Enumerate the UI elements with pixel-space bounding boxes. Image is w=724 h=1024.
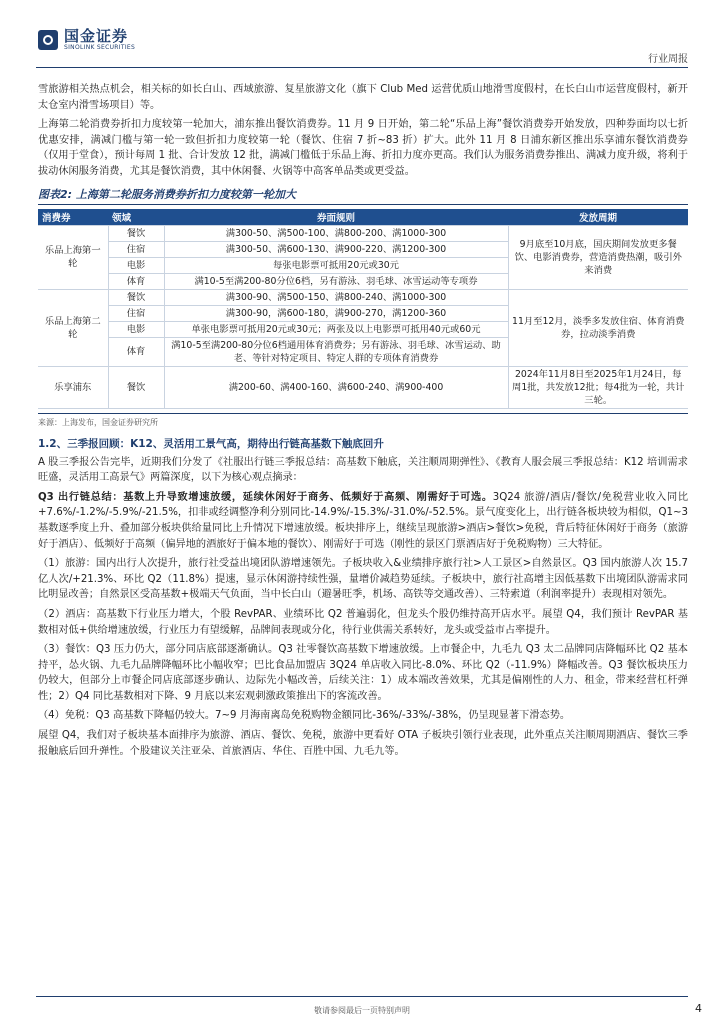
- intro-paragraph-1: 雪旅游相关热点机会，相关标的如长白山、西域旅游、复星旅游文化（旗下 Club Med 运营优质山地滑雪度假村，在长白山市运营度假村，新开太仓室内滑雪场项目）等。: [38, 84, 688, 111]
- rule-cell: 满10-5至满200-80分位6档，另有游泳、羽毛球、冰雪运动等专项券: [164, 273, 508, 289]
- section-paragraph-4: （2）酒店：高基数下行业压力增大，个股 RevPAR、业绩环比 Q2 普遍弱化，但龙头个股仍维持高开店水平。展望 Q4，我们预计 RevPAR 基数相对低+供给增速放缓，行业压力有望缓解，品牌间表现或分化，待行业供需关系转好，龙头或受益市占率提升。: [38, 608, 688, 636]
- rule-cell: 单张电影票可抵用20元或30元；两张及以上电影票可抵用40元或60元: [164, 321, 508, 337]
- rule-cell: 满10-5至满200-80分位6档通用体育消费券；另有游泳、羽毛球、冰雪运动、助老、等针对特定项目、特定人群的专项体育消费券: [164, 337, 508, 366]
- domain-cell: 体育: [108, 337, 164, 366]
- rule-cell: 满300-50、满500-100、满800-200、满1000-300: [164, 225, 508, 241]
- figure-source: 来源：上海发布，国金证券研究所: [38, 413, 688, 428]
- page-number: 4: [695, 1002, 702, 1015]
- company-logo: [38, 28, 135, 52]
- header-divider: [36, 67, 688, 68]
- rule-cell: 满300-90，满600-180，满900-270，满1200-360: [164, 305, 508, 321]
- section-paragraph-1: A 股三季报公告完毕，近期我们分发了《社服出行链三季报总结：高基数下触底，关注顺周期弹性》、《教育人服会展三季报总结：K12 培训需求旺盛，灵活用工高景气》两篇深度，以下为核心观点摘录：: [38, 456, 688, 484]
- domain-cell: 住宿: [108, 305, 164, 321]
- domain-cell: 电影: [108, 321, 164, 337]
- coupon-table: [38, 209, 688, 409]
- domain-cell: 餐饮: [108, 225, 164, 241]
- col-header-rule: 券面规则: [164, 209, 508, 226]
- col-header-domain: 领域: [108, 209, 164, 226]
- period-cell: 11月至12月，淡季多发放住宿、体育消费券，拉动淡季消费: [508, 289, 688, 366]
- figure-title: 图表2: 上海第二轮服务消费券折扣力度较第一轮加大: [38, 186, 688, 205]
- round-name: 乐品上海第二轮: [38, 289, 108, 366]
- section-paragraph-6: （4）免税：Q3 高基数下降幅仍较大。7~9 月海南离岛免税购物金额同比-36%/-33%/-38%，仍呈现显著下滑态势。: [38, 710, 571, 722]
- col-header-coupon: 消费券: [38, 209, 108, 226]
- section-paragraph-5: （3）餐饮：Q3 压力仍大，部分同店底部逐渐确认。Q3 社零餐饮高基数下增速放缓。上市餐企中，九毛九 Q3 太二品牌同店降幅环比 Q2 基本持平，怂火锅、九毛九品牌降幅环比小幅收窄；巴比食品加盟店 3Q24 单店收入同比-8.0%、环比 Q2（-11.9%）降幅改善。Q3 餐饮板块压力仍较大，但部分上市餐企同店底部逐步确认、边际先小幅改善，后续关注：1）成本端改善效果，尤其是偏刚性的人力、租金，带来经营杠杆弹性；2）Q4 同比基数相对下降、9 月底以来宏观刺激政策推出下的客流改善。: [38, 644, 688, 702]
- table-row: [38, 366, 688, 408]
- col-header-period: 发放周期: [508, 209, 688, 226]
- footer-disclaimer: 敬请参阅最后一页特别声明: [314, 1006, 410, 1015]
- intro-paragraph-2: 上海第二轮消费券折扣力度较第一轮加大，浦东推出餐饮消费券。11 月 9 日开始，第二轮“乐品上海”餐饮消费券开始发放，四种券面均以七折优惠安排，满减门槛与第一轮一致但折扣力度较第一轮（餐饮、住宿 7 折~83 折）扩大。此外 11 月 8 日浦东新区推出乐享浦东餐饮消费券（仅用于堂食），预计每周 1 批、合计发放 12 批，满减门槛低于乐品上海、折扣力度亦更高。我们认为服务消费券推出、满减力度升级，将利于拔动休闲服务消费，尤其是餐饮消费，其中休闲餐、火锅等中高客单品类或更受益。: [38, 119, 688, 177]
- period-cell: 9月底至10月底，国庆期间发放更多餐饮、电影消费券，营造消费热潮，吸引外来消费: [508, 225, 688, 289]
- table-row: [38, 289, 688, 305]
- round-name: 乐品上海第一轮: [38, 225, 108, 289]
- rule-cell: 满300-50、满600-130、满900-220、满1200-300: [164, 241, 508, 257]
- report-type: 行业周报: [648, 54, 688, 65]
- section-paragraph-7: 展望 Q4，我们对子板块基本面排序为旅游、酒店、餐饮、免税，旅游中更看好 OTA 子板块引领行业表现，此外重点关注顺周期酒店、餐饮三季报触底后回升弹性。个股建议关注亚朵、首旅酒店、华住、百胜中国、九毛九等。: [38, 730, 688, 757]
- paragraph-lead: Q3 出行链总结：基数上升导致增速放缓，延续休闲好于商务、低频好于高频、刚需好于可选。: [38, 491, 493, 503]
- logo-icon: [38, 30, 58, 50]
- page-content: [38, 82, 688, 763]
- domain-cell: 电影: [108, 257, 164, 273]
- section-paragraph-2: [38, 490, 688, 552]
- logo-name-cn: 国金证券: [64, 27, 129, 45]
- section-title: 1.2、三季报回顾：K12、灵活用工景气高，期待出行链高基数下触底回升: [38, 437, 384, 450]
- period-cell: 2024年11月8日至2025年1月24日，每周1批，共发放12批；每4批为一轮，共计三轮。: [508, 366, 688, 408]
- paragraph-body: 3Q24 旅游/酒店/餐饮/免税营业收入同比+7.6%/-1.2%/-5.9%/-21.5%，扣非或经调整净利分别同比-14.9%/-15.3%/-31.0%/-52.5%。景气度变化上，出行链各板块较为相似，Q1~3 基数逐季度上升、叠加部分板块供给量同比上升情况下增速放缓。板块排序上，继续呈现旅游>酒店>餐饮>免税，背后特征休闲好于商务（旅游好于酒店）、低频好于高频（偏异地的酒旅好于偏本地的餐饮）、刚需好于可选（刚性的景区门票酒店好于免税购物）三大特征。: [38, 491, 689, 550]
- table-row: [38, 225, 688, 241]
- page-header: [0, 0, 724, 70]
- domain-cell: 体育: [108, 273, 164, 289]
- logo-name-en: SINOLINK SECURITIES: [64, 44, 136, 51]
- domain-cell: 住宿: [108, 241, 164, 257]
- domain-cell: 餐饮: [108, 289, 164, 305]
- section-paragraph-3: （1）旅游：国内出行人次提升，旅行社受益出境团队游增速领先。子板块收入&业绩排序旅行社>人工景区>自然景区。Q3 国内旅游人次 15.7 亿人次/+21.3%、环比 Q2（11.8%）提速，显示休闲游持续性强，量增价减趋势延续。子板块中，旅行社高增主因低基数下出境团队游需求同比明显改善；自然景区受高基数+极端天气负面，当中长白山（避暑旺季，机场、高铁等交通改善）、三特索道（利润率提升）表现相对领先。: [38, 558, 688, 601]
- footer-divider: [36, 996, 688, 997]
- rule-cell: 每张电影票可抵用20元或30元: [164, 257, 508, 273]
- table-header-row: [38, 209, 688, 226]
- rule-cell: 满300-90、满500-150、满800-240、满1000-300: [164, 289, 508, 305]
- rule-cell: 满200-60、满400-160、满600-240、满900-400: [164, 366, 508, 408]
- round-name: 乐享浦东: [38, 366, 108, 408]
- domain-cell: 餐饮: [108, 366, 164, 408]
